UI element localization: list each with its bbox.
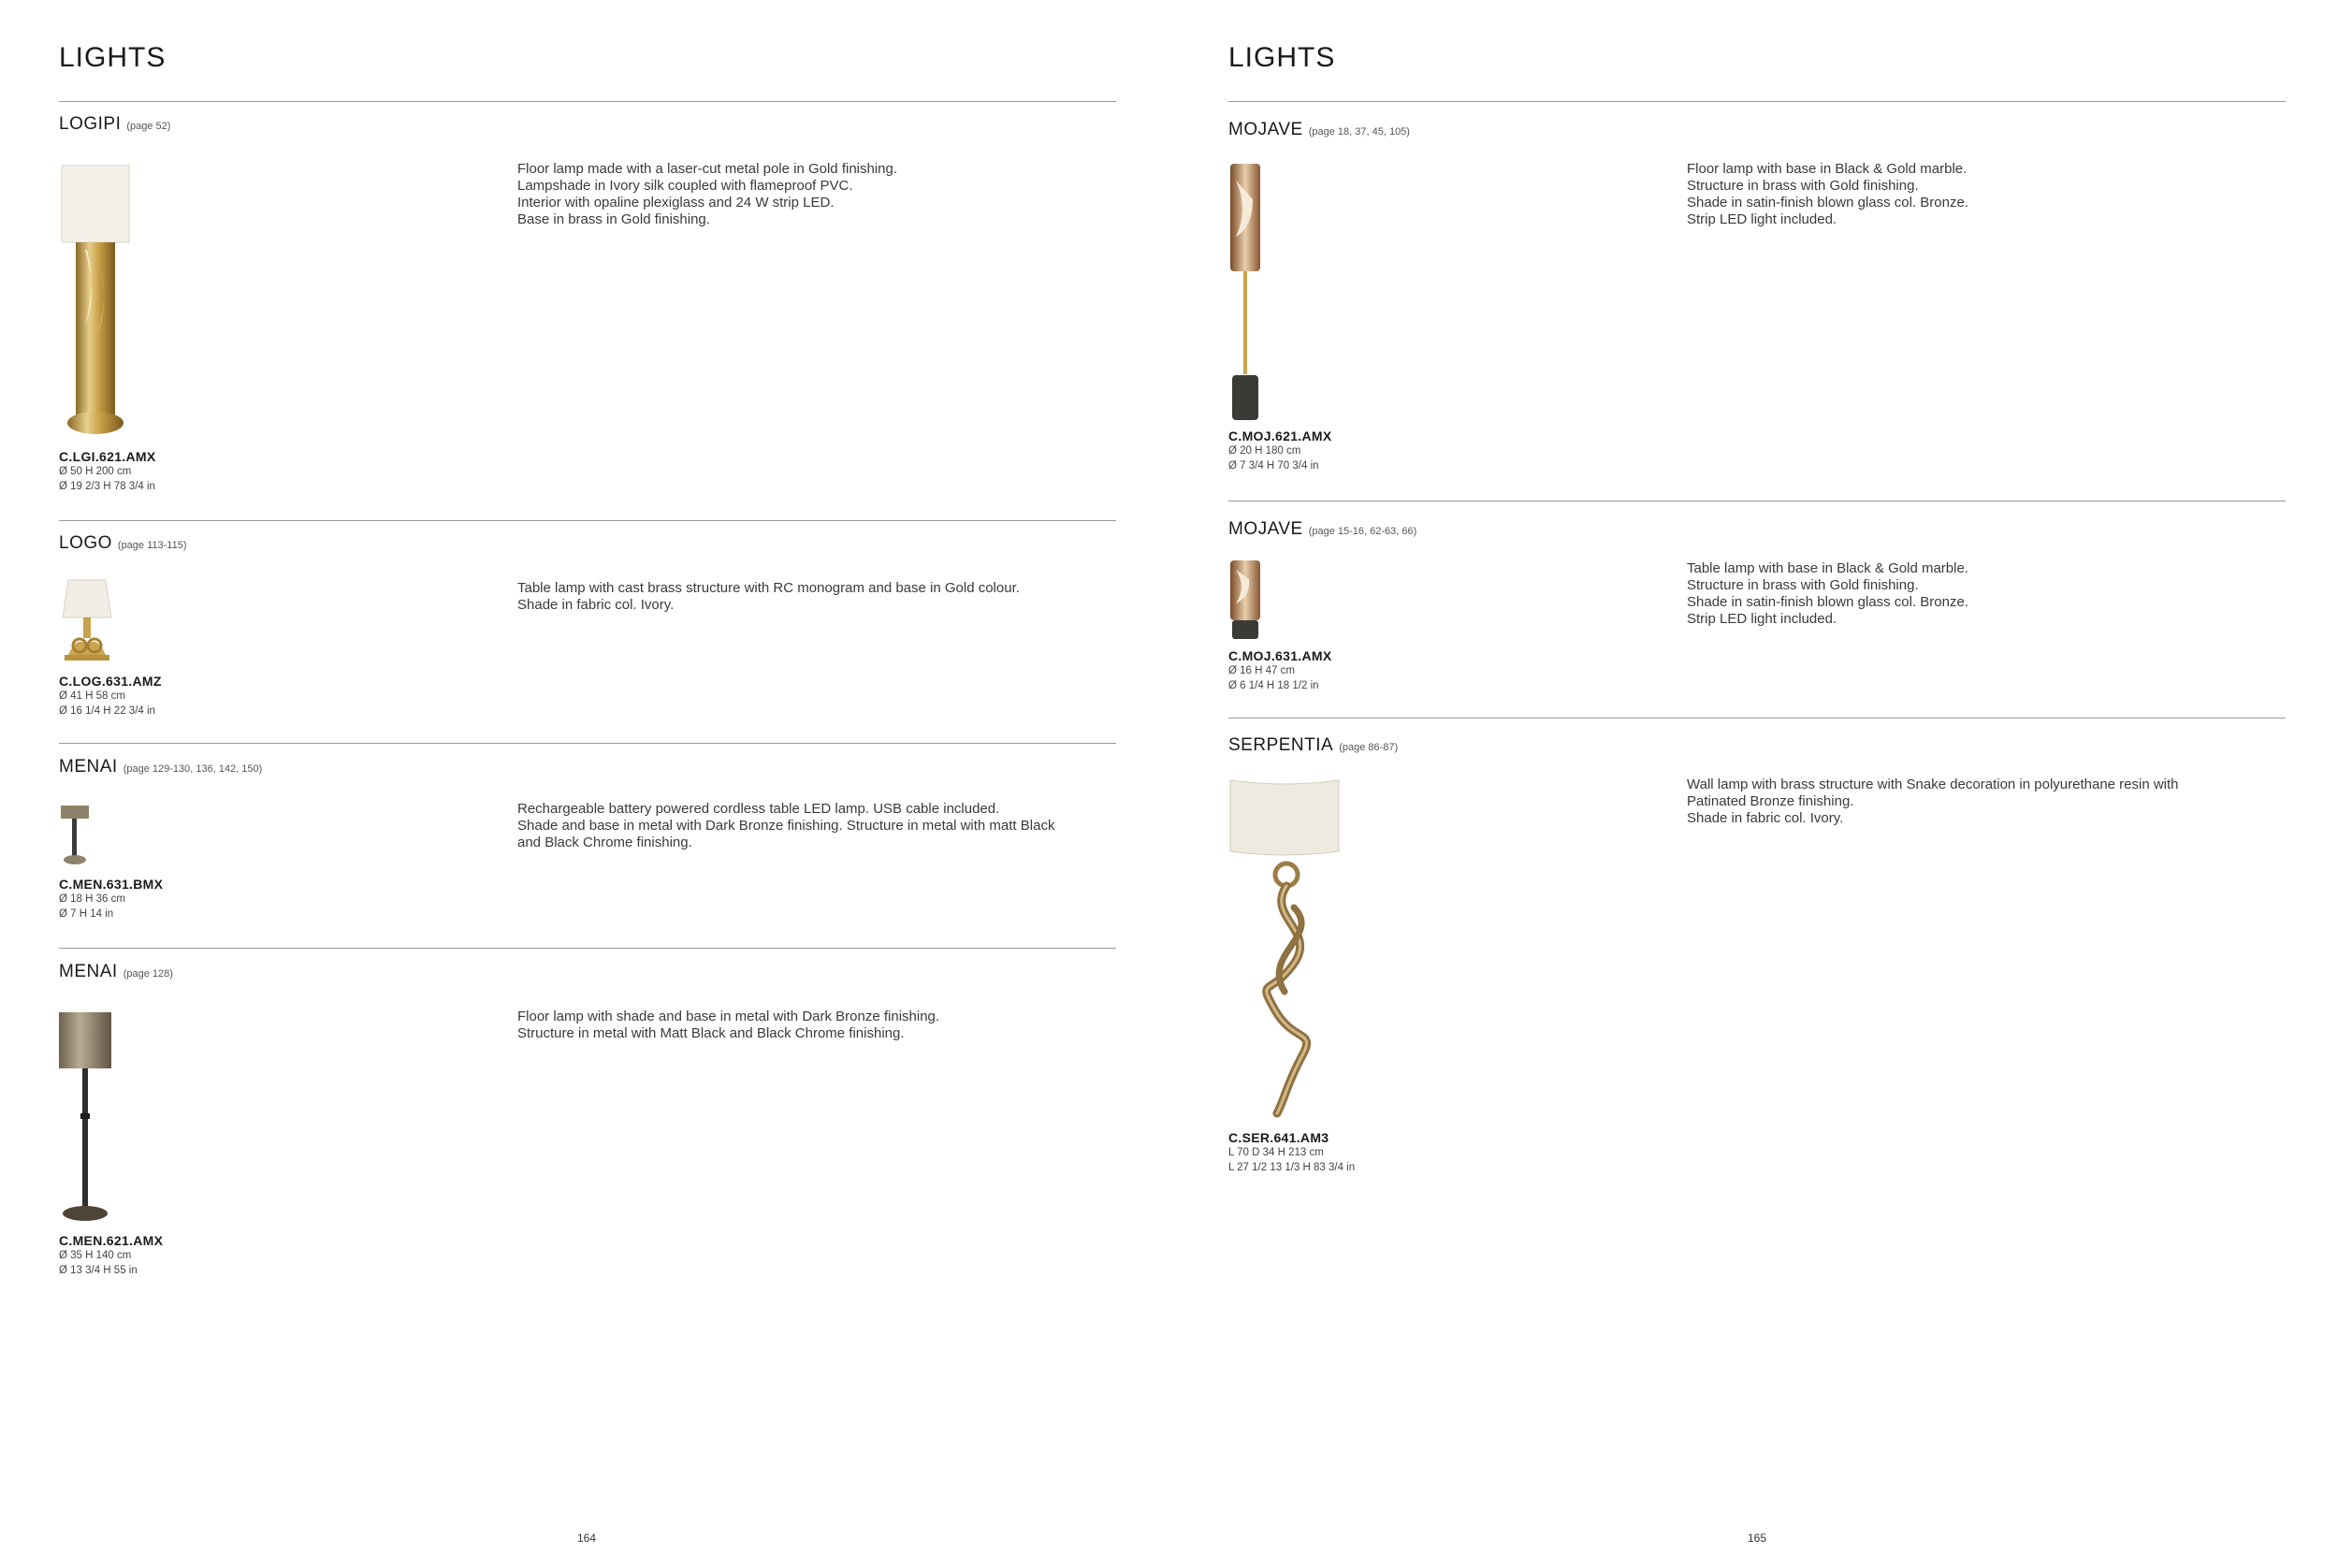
dimensions-cm: Ø 35 H 140 cm <box>59 1250 132 1261</box>
page-title: LIGHTS <box>1228 42 1336 73</box>
product-heading <box>1228 519 2286 540</box>
product-mojave-table <box>1228 519 2286 706</box>
dimensions-cm: Ø 20 H 180 cm <box>1228 445 1301 457</box>
page-title: LIGHTS <box>59 42 167 73</box>
page-number: 164 <box>577 1532 597 1545</box>
dimensions-in: Ø 16 1/4 H 22 3/4 in <box>59 705 155 717</box>
product-code: C.MEN.631.BMX <box>59 877 164 892</box>
product-heading <box>59 757 1116 777</box>
page-number: 165 <box>1748 1532 1767 1545</box>
product-mojave-floor <box>1228 120 2286 494</box>
mojave-table-lamp-image <box>1228 559 1266 643</box>
dimensions-cm: Ø 41 H 58 cm <box>59 690 125 702</box>
product-description: Table lamp with cast brass structure with RC monogram and base in Gold colour. Shade in fabric col. Ivory. <box>517 580 1020 613</box>
page-reference: (page 52) <box>126 121 171 132</box>
page-reference: (page 15-16, 62-63, 66) <box>1308 526 1417 537</box>
dimensions-cm: L 70 D 34 H 213 cm <box>1228 1147 1324 1158</box>
product-specs <box>59 1233 163 1278</box>
product-logipi <box>59 114 1116 516</box>
product-specs <box>1228 428 1332 473</box>
product-specs <box>59 449 155 494</box>
mojave-floor-lamp-image <box>1228 162 1266 424</box>
product-description: Floor lamp with base in Black & Gold marble. Structure in brass with Gold finishing. Shade in satin-finish blown glass col. Bronze. Strip LED light included. <box>1687 161 1968 227</box>
divider <box>59 948 1116 949</box>
dimensions-in: L 27 1/2 13 1/3 H 83 3/4 in <box>1228 1162 1356 1173</box>
divider <box>1228 718 2286 719</box>
product-specs <box>59 674 162 719</box>
product-description: Wall lamp with brass structure with Snake decoration in polyurethane resin with Patinated Bronze finishing. Shade in fabric col. Ivory. <box>1687 777 2179 826</box>
product-code: C.MOJ.631.AMX <box>1228 648 1332 663</box>
right-page <box>1169 0 2338 1568</box>
product-name: MOJAVE <box>1228 519 1303 539</box>
product-specs <box>1228 648 1332 693</box>
product-name: MENAI <box>59 757 118 777</box>
product-heading <box>1228 120 2286 140</box>
serpentia-wall-lamp-image <box>1228 777 1350 1123</box>
product-code: C.LGI.621.AMX <box>59 449 156 464</box>
product-logo <box>59 533 1116 739</box>
product-name: LOGIPI <box>59 114 122 134</box>
dimensions-in: Ø 13 3/4 H 55 in <box>59 1265 138 1276</box>
product-code: C.MEN.621.AMX <box>59 1233 164 1248</box>
dimensions-in: Ø 7 3/4 H 70 3/4 in <box>1228 460 1319 472</box>
divider <box>1228 101 2286 102</box>
product-heading <box>1228 735 2286 756</box>
menai-floor-lamp-image <box>59 1010 124 1226</box>
product-code: C.SER.641.AM3 <box>1228 1130 1329 1145</box>
divider <box>59 520 1116 521</box>
page-reference: (page 129-130, 136, 142, 150) <box>123 763 263 775</box>
page-reference: (page 113-115) <box>117 540 187 551</box>
product-heading <box>59 962 1116 982</box>
dimensions-in: Ø 19 2/3 H 78 3/4 in <box>59 481 155 492</box>
page-reference: (page 128) <box>123 968 173 980</box>
dimensions-in: Ø 6 1/4 H 18 1/2 in <box>1228 680 1319 691</box>
product-description: Floor lamp made with a laser-cut metal pole in Gold finishing. Lampshade in Ivory silk coupled with flameproof PVC. Interior with opaline plexiglass and 24 W strip LED. Base in brass in Gold finishing. <box>517 161 898 227</box>
product-description: Table lamp with base in Black & Gold marble. Structure in brass with Gold finishing. Shade in satin-finish blown glass col. Bronze. Strip LED light included. <box>1687 560 1968 627</box>
product-menai-table <box>59 757 1116 944</box>
logo-table-lamp-image <box>59 573 115 666</box>
divider <box>59 101 1116 102</box>
page-reference: (page 18, 37, 45, 105) <box>1308 126 1410 138</box>
product-specs <box>59 877 163 922</box>
product-code: C.LOG.631.AMZ <box>59 674 162 689</box>
product-menai-floor <box>59 962 1116 1289</box>
product-serpentia <box>1228 735 2286 1184</box>
product-description: Rechargeable battery powered cordless table LED lamp. USB cable included. Shade and base in metal with Dark Bronze finishing. Structure in metal with matt Black and Black Chrome finishing. <box>517 801 1055 850</box>
product-code: C.MOJ.621.AMX <box>1228 428 1332 443</box>
dimensions-in: Ø 7 H 14 in <box>59 908 114 920</box>
page-reference: (page 86-87) <box>1339 742 1399 753</box>
menai-table-lamp-image <box>59 804 96 869</box>
product-name: SERPENTIA <box>1228 735 1334 755</box>
product-heading <box>59 114 1116 135</box>
dimensions-cm: Ø 50 H 200 cm <box>59 466 132 477</box>
product-description: Floor lamp with shade and base in metal with Dark Bronze finishing. Structure in metal with Matt Black and Black Chrome finishing. <box>517 1009 940 1041</box>
product-name: MENAI <box>59 962 118 981</box>
product-specs <box>1228 1130 1355 1175</box>
dimensions-cm: Ø 16 H 47 cm <box>1228 665 1295 676</box>
logipi-floor-lamp-image <box>59 156 134 446</box>
divider <box>59 743 1116 744</box>
dimensions-cm: Ø 18 H 36 cm <box>59 893 125 905</box>
product-heading <box>59 533 1116 554</box>
product-name: LOGO <box>59 533 112 553</box>
product-name: MOJAVE <box>1228 120 1303 139</box>
